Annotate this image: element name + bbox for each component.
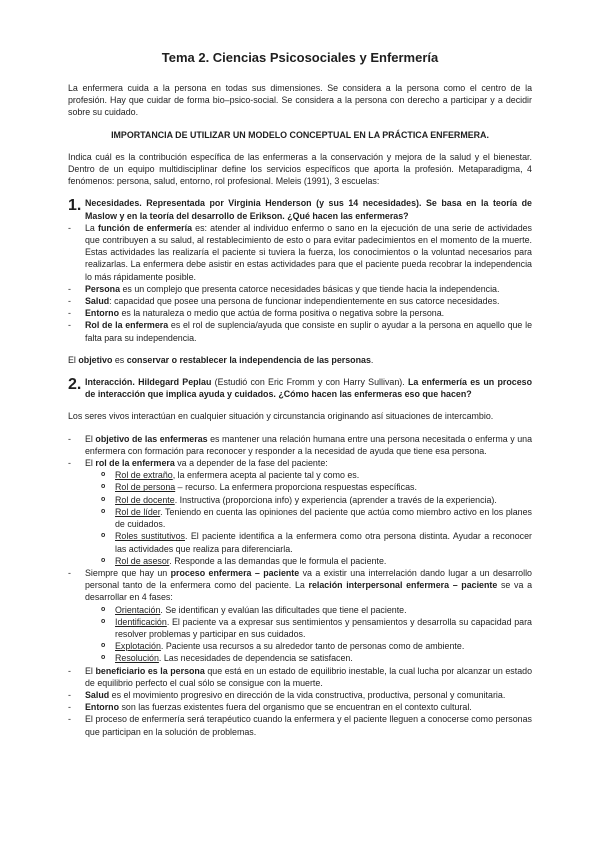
section-1-objective: El objetivo es conservar o restablecer la independencia de las personas. — [68, 354, 374, 365]
context-paragraph: Indica cuál es la contribución específica de las enfermeras a la conservación y mejora de la salud y el bienestar. Dentro de un equipo multidisciplinar define los servicios específicos que aporta la profesión. Metaparadigma, 4 fenómenos: persona, salud, entorno, rol profesional. Meleis (1991), 3 escuelas: — [68, 151, 532, 187]
section-1-list — [68, 222, 532, 344]
section-2-heading — [68, 376, 532, 400]
section-1-heading — [68, 197, 532, 221]
list-item: - La función de enfermería es: atender al individuo enfermo o sano en la ejecución de una serie de actividades que contribuyen a su salud, al restablecimiento de esto o para evitar padecimientos en el momento de la muerte. Estas actividades las realizaría el paciente si tuviera la fuerza, los conocimientos o la voluntad necesarios para realizarlas. La enfermera debe asistir en estas actividades para que el paciente pueda recobrar la independencia lo más rápidamente posible. — [68, 222, 532, 282]
sublist-item: o Roles sustitutivos. El paciente identifica a la enfermera como otra persona distinta. Ayudar a reconocer las actividades que realiza para diferenciarla. — [101, 531, 532, 554]
fases-sublist — [101, 604, 532, 665]
list-item: - Rol de la enfermera es el rol de suplencia/ayuda que consiste en suplir o ayudar a la persona en aquello que le falta para su independencia. — [68, 320, 533, 343]
section-2-lead: Los seres vivos interactúan en cualquier situación y circunstancia originando así situaciones de intercambio. — [68, 411, 494, 422]
intro-paragraph: La enfermera cuida a la persona en todas sus dimensiones. Se considera a la persona como el centro de la profesión. Hay que cuidar de forma bio–psico-social. Se considera a la persona con derecho a participar y a decidir sobre su cuidado. — [68, 83, 532, 118]
sublist-item: o Rol de docente. Instructiva (proporciona info) y experiencia (aprender a través de la experiencia). — [101, 494, 497, 505]
list-item: - Salud es el movimiento progresivo en dirección de la vida constructiva, productiva, personal y comunitaria. — [68, 689, 506, 700]
sublist-item: o Explotación. Paciente usa recursos a su alrededor tanto de personas como de ambiente. — [101, 641, 465, 652]
list-item: - Entorno son las fuerzas existentes fuera del organismo que se encuentran en el contexto cultural. — [68, 702, 472, 713]
list-item: - El objetivo de las enfermeras es mantener una relación humana entre una persona necesitada o enferma y una enfermera con formación para reconocer y responder a la necesidad de ayuda que tiene esa persona. — [68, 433, 532, 456]
section-2-number: 2. — [68, 376, 82, 394]
list-item: - El rol de la enfermera va a depender de la fase del paciente: o Rol de extraño, la enfermera acepta al paciente tal y como es. o Rol de persona – recurso. La enfermera proporciona respuestas específicas. o Rol de docente. Instructiva (proporciona info) y experiencia (aprender a través de la experiencia). o Rol de líder. Teniendo en cuenta las opiniones del paciente que actúa como miembro activo en los planes de cuidados. o Roles sustitutivos. El paciente identifica a la enfermera como otra persona distinta. Ayudar a reconocer las actividades que realiza para diferenciarla. o Rol de asesor. Responde a las demandas que le formula el paciente. — [68, 458, 532, 566]
sublist-item: o Orientación. Se identifican y evalúan las dificultades que tiene el paciente. — [101, 604, 407, 615]
sublist-item: o Rol de líder. Teniendo en cuenta las opiniones del paciente que actúa como miembro activo en los planes de cuidados. — [101, 506, 532, 530]
section-2-list — [68, 433, 532, 738]
list-item: - El beneficiario es la persona que está en un estado de equilibrio inestable, la cual lucha por alcanzar un estado de equilibrio perfecto el cual sólo se consigue con la muerte. — [68, 665, 533, 688]
sublist-item: o Resolución. Las necesidades de dependencia se satisfacen. — [101, 653, 353, 664]
sublist-item: o Identificación. El paciente va a expresar sus sentimientos y pensamientos y desarrolla su capacidad para resolver problemas y participar en sus cuidados. — [101, 616, 532, 639]
list-item: - Entorno es la naturaleza o medio que actúa de forma positiva o negativa sobre la persona. — [68, 308, 445, 319]
section-heading-importancia: IMPORTANCIA DE UTILIZAR UN MODELO CONCEPTUAL EN LA PRÁCTICA ENFERMERA. — [111, 129, 489, 140]
list-item: - Siempre que hay un proceso enfermera – paciente va a existir una interrelación dando lugar a un desarrollo personal tanto de la enfermera como del paciente. La relación interpersonal enfermera – paciente se va a desarrollar en 4 fases: o Orientación. Se identifican y evalúan las dificultades que tiene el paciente. o Identificación. El paciente va a expresar sus sentimientos y pensamientos y desarrolla su capacidad para resolver problemas y participar en sus cuidados. o Explotación. Paciente usa recursos a su alrededor tanto de personas como de ambiente. o Resolución. Las necesidades de dependencia se satisfacen. — [68, 567, 533, 664]
roles-sublist — [101, 469, 532, 567]
section-2-title: Interacción. Hildegard Peplau (Estudió con Eric Fromm y con Harry Sullivan). La enfermería es un proceso de interacción que implica ayuda y cuidados. ¿Cómo hacen las enfermeras eso que hacen? — [85, 377, 532, 400]
list-item: - Salud: capacidad que posee una persona de funcionar independientemente en sus catorce necesidades. — [68, 296, 500, 307]
sublist-item: o Rol de asesor. Responde a las demandas que le formula el paciente. — [101, 555, 387, 566]
list-item: - Persona es un complejo que presenta catorce necesidades básicas y que tiende hacia la independencia. — [68, 283, 500, 294]
section-1-number: 1. — [68, 197, 82, 215]
section-1-title: Necesidades. Representada por Virginia Henderson (y sus 14 necesidades). Se basa en la teoría de Maslow y en la teoría del desarrollo de Erikson. ¿Qué hacen las enfermeras? — [85, 198, 532, 221]
sublist-item: o Rol de persona – recurso. La enfermera proporciona respuestas específicas. — [101, 482, 417, 493]
page-title: Tema 2. Ciencias Psicosociales y Enfermería — [161, 50, 439, 65]
sublist-item: o Rol de extraño, la enfermera acepta al paciente tal y como es. — [101, 470, 360, 481]
list-item: - El proceso de enfermería será terapéutico cuando la enfermera y el paciente lleguen a conocerse como personas que participan en la solución de problemas. — [68, 714, 532, 737]
